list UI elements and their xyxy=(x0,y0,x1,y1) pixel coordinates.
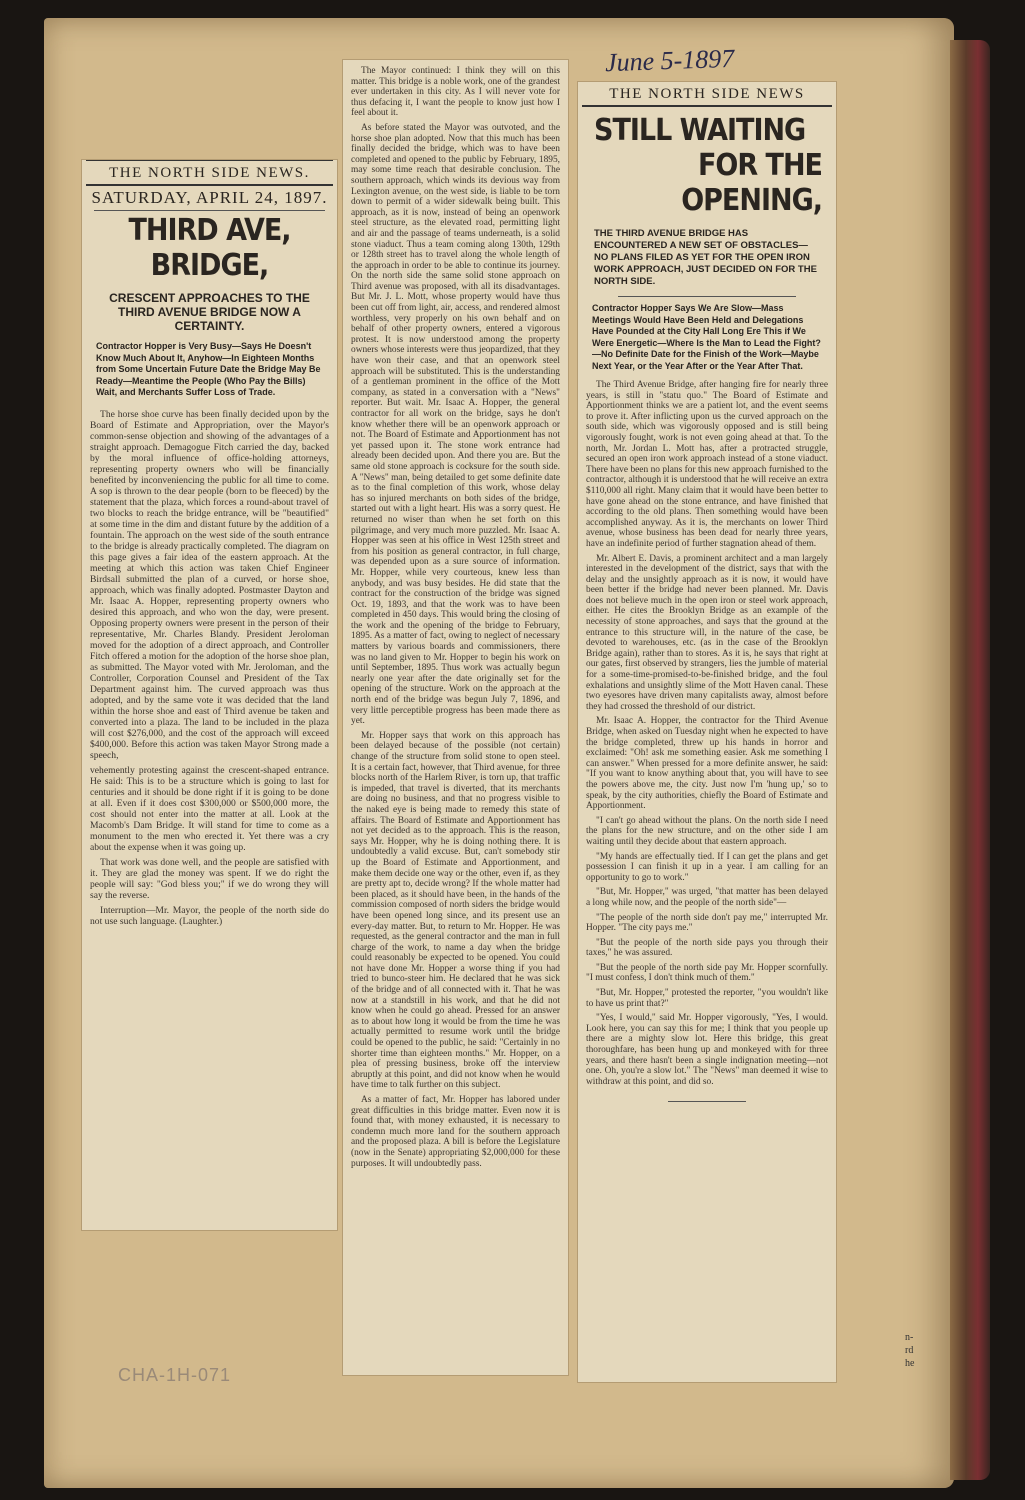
paragraph: "But, Mr. Hopper," protested the reporter, "you wouldn't like to have us print that?" xyxy=(586,988,828,1009)
article-body xyxy=(578,374,836,1097)
masthead: THE NORTH SIDE NEWS xyxy=(582,82,832,107)
margin-fragment: n- xyxy=(905,1332,914,1343)
paragraph: "My hands are effectually tied. If I can get the plans and get possession I can finish it up in a year. I am calling for an opportunity to go to work." xyxy=(586,851,828,883)
subdeck: Contractor Hopper is Very Busy—Says He Doesn't Know Much About It, Anyhow—In Eighteen Months from Some Uncertain Future Date the Bridge May Be Ready—Meantime the People (Who Pay the Bills) Wait, and Merchants Suffer Loss of Trade. xyxy=(96,341,321,397)
paragraph: The Mayor continued: I think they will on this matter. This bridge is a noble work, one of the grandest ever undertaken in this city. As I will never vote for thus defacing it, I want the people to know just how I feel about it. xyxy=(351,66,560,119)
paragraph: As before stated the Mayor was outvoted, and the horse shoe plan adopted. Now that this much has been finally decided the bridge, which was to have been completed and opened to the public by February, 1895, may some time reach that desirable conclusion. The southern approach, which winds its devious way from Lexington avenue, on the west side, is liable to be torn down to permit of a wider sidewalk being built. This approach, as it is now, instead of being an openwork steel structure, as the elevated road, permitting light and air and the passage of teams underneath, is a solid stone viaduct. Thus a team coming along 130th, 129th or 128th street has to travel along the whole length of the approach in order to be able to continue its journey. On the north side the same solid stone approach on Third avenue was proposed, with all its disadvantages. But Mr. J. L. Mott, whose property would have thus been cut off from light, air, access, and rendered almost worthless, very properly on his own behalf and on behalf of other property owners, entered a vigorous protest. It is now understood among the property owners whose interests were thus jeopardized, that they have won their case, and that an openwork steel approach will be substituted. This is the understanding of a gentleman prominent in the office of the Mott company, as stated in a conversation with a "News" reporter. But wait. Mr. Isaac A. Hopper, the general contractor for all work on the bridge, says he don't know whether there will be an openwork approach or not. The Board of Estimate and Apportionment has not yet passed upon it. The stone work entrance had already been decided upon. And there you are. But the same old stone approach is cocksure for the south side. A "News" man, being detailed to get some definite date as to the final completion of this work, whose delay has so injured merchants on both sides of the bridge, started out with a light heart. His was a sorry quest. He returned no wiser than when he set forth on this pilgrimage, and very much more puzzled. Mr. Isaac A. Hopper was seen at his office in West 125th street and from his position as general contractor, in full charge, was depended upon as a sure source of information. Mr. Hopper, while very courteous, knew less than anybody, and was busy besides. He did state that the contract for the construction of the bridge was signed Oct. 19, 1893, and that the work was to have been completed in 450 days. This would bring the closing of the work and the opening of the bridge to February, 1895. As a matter of fact, owing to neglect of necessary matters by various boards and commissioners, there was no land given to Mr. Hopper to begin his work on until September, 1895. Thus work was actually begun nearly one year after the date originally set for the opening of the structure. Work on the approach at the north end of the bridge was begun July 7, 1896, and very little perceptible progress has been made there as yet. xyxy=(351,122,560,727)
headline-line-1: STILL WAITING xyxy=(594,113,806,148)
headline: THIRD AVE, BRIDGE, xyxy=(94,210,325,287)
paragraph: As a matter of fact, Mr. Hopper has labored under great difficulties in this bridge matter. Even now it is found that, with money exhausted, it is necessary to condemn much more land for the southern approach and the proposed plaza. A bill is before the Legislature (now in the Senate) appropriating $2,000,000 for these purposes. It will undoubtedly pass. xyxy=(351,1095,560,1169)
paragraph: vehemently protesting against the crescent-shaped entrance. He said: This is to be a structure which is going to last for centuries and it should be done right if it is going to be done at all. Even if it does cost $300,000 or $500,000 more, the cost should not enter into the matter at all. Look at the Macomb's Dam Bridge. It will stand for time to come as a monument to the men who erected it. Yet there was a cry about the expense when it was going up. xyxy=(90,764,329,853)
paragraph: Interruption—Mr. Mayor, the people of the north side do not use such language. (Laughter.) xyxy=(90,904,329,927)
paragraph: "I can't go ahead without the plans. On the north side I need the plans for the new structure, and on the other side I am waiting until they decide about that eastern approach. xyxy=(586,815,828,847)
clipping-continuation xyxy=(343,60,568,1375)
deck: CRESCENT APPROACHES TO THE THIRD AVENUE BRIDGE NOW A CERTAINTY. xyxy=(109,291,310,333)
masthead: THE NORTH SIDE NEWS. xyxy=(86,160,333,186)
clipping-date: SATURDAY, APRIL 24, 1897. xyxy=(91,188,328,207)
clipping-third-ave-bridge xyxy=(82,160,337,1230)
article-body xyxy=(343,60,568,1179)
article-body xyxy=(82,403,337,937)
paragraph: "But the people of the north side pays you through their taxes," he was assured. xyxy=(586,937,828,959)
divider xyxy=(618,296,796,297)
subdeck: Contractor Hopper Says We Are Slow—Mass Meetings Would Have Been Held and Delegations Have Pounded at the City Hall Long Ere This if We Were Energetic—Where Is the Man to Lead the Fight?—No Definite Date for the Finish of the Work—Maybe Next Year, or the Year After or the Year After That. xyxy=(592,303,821,371)
end-rule xyxy=(668,1101,746,1102)
margin-fragment: he xyxy=(905,1358,915,1369)
paragraph: Mr. Isaac A. Hopper, the contractor for the Third Avenue Bridge, when asked on Tuesday night when he expected to have the bridge completed, threw up his hands in horror and exclaimed: "Oh! ask me something easier. Ask me something I can answer." When pressed for a more definite answer, he said: "If you want to know anything about that, you will have to see the powers above me, the city. Just now I'm 'hung up,' so to speak, by the city authorities, chiefly the Board of Estimate and Apportionment. xyxy=(586,716,828,812)
paragraph: "But, Mr. Hopper," was urged, "that matter has been delayed a long while now, and the people of the north side"— xyxy=(586,887,828,908)
handwritten-date: June 5-1897 xyxy=(604,43,735,78)
paragraph: "But the people of the north side pay Mr. Hopper scornfully. "I must confess, I don't think much of them." xyxy=(586,962,828,984)
paragraph: The Third Avenue Bridge, after hanging fire for nearly three years, is still in "statu quo." The Board of Estimate and Apportionment thinks we are a patient lot, and the event seems to prove it. After inflicting upon us the curved approach on the south side, which was vigorously opposed and is still being vigorously fought, work is not even going ahead at that. To the north, Mr. Jordan L. Mott has, after a protracted struggle, secured an open iron work approach instead of a stone viaduct. There have been no plans for this new approach furnished to the contractor, although it is understood that he will receive an extra $110,000 all right. Many claim that it would have been better to have gone ahead on the stone entrance, and have finished that according to the old plans. Then something would have been accomplished anyway. As it is, the merchants on lower Third avenue, whose business has been dead for nearly three years, have an indefinite period of further stagnation ahead of them. xyxy=(586,380,828,549)
paragraph: "Yes, I would," said Mr. Hopper vigorously, "Yes, I would. Look here, you can say this for me; I think that you people up there are a mighty slow lot. Here this bridge, this great thoroughfare, has been hung up and monkeyed with for three years, and there hasn't been a single indignation meeting—not one. Oh, you're a slow lot." The "News" man deemed it wise to withdraw at this point, and did so. xyxy=(586,1013,828,1087)
paragraph: "The people of the north side don't pay me," interrupted Mr. Hopper. "The city pays me." xyxy=(586,912,828,934)
paragraph: Mr. Hopper says that work on this approach has been delayed because of the possible (not certain) change of the structure from solid stone to open steel. It is a certain fact, however, that Third avenue, for three blocks north of the Harlem River, is torn up, that traffic is impeded, that travel is diverted, that its merchants are doing no business, and that no progress visible to the naked eye is being made to remedy this state of affairs. The Board of Estimate and Apportionment has not yet decided as to the approach. This is the reason, says Mr. Hopper, why he is doing nothing there. It is undoubtedly a valid excuse. But, can't somebody stir up the Board of Estimate and Apportionment, and make them decide one way or the other, even if, as they are pretty apt to, decide wrong? If the whole matter had been placed, as it should have been, in the hands of the commission composed of north siders the bridge would have been opened long since, and its present use an every-day matter. But, to return to Mr. Hopper. He was requested, as the general contractor and the man in full charge of the work, to name a day when the bridge could reasonably be expected to be opened. You could not have done Mr. Hopper a worse thing if you had tried to bunco-steer him. He declared that he was sick of the bridge and of all connected with it. That he was now at a standstill in his work, and that he did not know when he could go ahead. Pressed for an answer as to about how long it would be from the time he was actually permitted to resume work until the bridge could be opened to the public, he said: "Certainly in no shorter time than eighteen months." Mr. Hopper, on a plea of pressing business, broke off the interview abruptly at this point, and did not know when he would have time to talk further on this subject. xyxy=(351,730,560,1091)
paragraph: Mr. Albert E. Davis, a prominent architect and a man largely interested in the development of the district, says that with the delay and the unsightly approach as it is now, it would have been better if the bridge had never been planned. Mr. Davis does not believe much in the open iron or steel work approach, either. He cites the Brooklyn Bridge as an example of the necessity of stone approaches, and says that the ground at the entrance to this structure will, in the nature of the case, be devoted to warehouses, etc. (as in the case of the Brooklyn Bridge again), rather than to stores. As it is, he says that right at our gates, first observed by strangers, lies the jumble of material for a some-time-promised-to-be-finished bridge, and the foul exhalations and unsightly slime of the Mott Haven canal. These two eyesores have driven many capitalists away, almost before they had crossed the threshold of our district. xyxy=(586,553,828,712)
paragraph: The horse shoe curve has been finally decided upon by the Board of Estimate and Appropriation, over the Mayor's common-sense objection and showing of the advantages of a straight approach. Demagogue Fitch carried the day, backed by the moral influence of office-holding attorneys, representing property owners who will be financially benefited by inconveniencing the public for all time to come. A sop is thrown to the dear people (born to be fleeced) by the statement that the plaza, which forces a round-about travel of two blocks to reach the bridge entrance, will be "beautified" at some time in the dim and distant future by the addition of a fountain. The approach on the west side of the south entrance to the bridge is already practically completed. The diagram on this page gives a fair idea of the eastern approach. At the meeting at which this action was taken Chief Engineer Birdsall submitted the plan of a curved, or horse shoe, approach, which was finally adopted. Postmaster Dayton and Mr. Isaac A. Hopper, representing property owners who desired this approach, and who won the day, were present. Opposing property owners were present in the person of their representative, Mr. Charles Blandy. President Jeroloman moved for the adoption of a direct approach, and Controller Fitch offered a motion for the adoption of the horse shoe plan, as submitted. The Mayor voted with Mr. Jeroloman, and the Controller, Corporation Counsel and President of the Tax Department against him. The curved approach was thus adopted, and by the same vote it was decided that the land within the horse shoe and east of Third avenue be taken and converted into a plaza. The land to be included in the plaza will cost $276,000, and the cost of the approach will exceed $400,000. Before this action was taken Mayor Strong made a speech, xyxy=(90,408,329,761)
clipping-still-waiting xyxy=(578,82,836,1382)
paragraph: That work was done well, and the people are satisfied with it. They are glad the money was spent. If we do right the people will say: "God bless you;" if we do wrong they will say the reverse. xyxy=(90,856,329,901)
headline-line-2: FOR THE OPENING, xyxy=(681,148,822,218)
deck: THE THIRD AVENUE BRIDGE HAS ENCOUNTERED A NEW SET OF OBSTACLES—NO PLANS FILED AS YET FOR THE OPEN IRON WORK APPROACH, JUST DECIDED ON FOR THE NORTH SIDE. xyxy=(594,228,817,287)
book-spine-edge xyxy=(950,40,990,1480)
margin-fragment: rd xyxy=(905,1345,914,1356)
pencil-catalog-id: CHA-1H-071 xyxy=(118,1365,232,1385)
